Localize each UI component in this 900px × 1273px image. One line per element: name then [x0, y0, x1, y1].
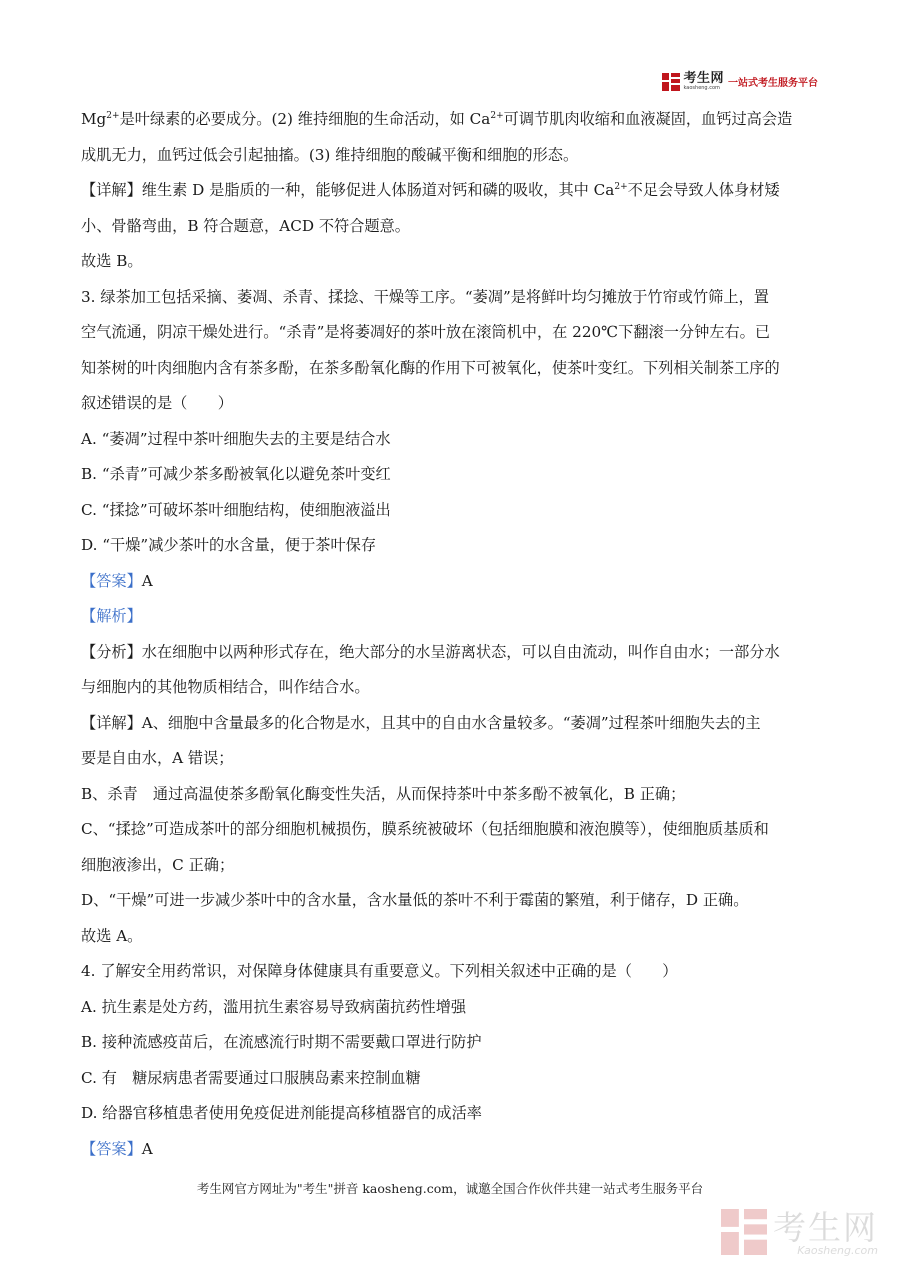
- kaosheng-logo-icon: [662, 73, 680, 91]
- logo-name: 考生网: [683, 71, 724, 86]
- answer-tag: 【答案】: [81, 571, 142, 590]
- analysis-tag: 【解析】: [81, 607, 142, 625]
- detail-line: D、“干燥”可进一步减少茶叶中的含水量，含水量低的茶叶不利于霉菌的繁殖，利于储存，D 正确。: [81, 891, 749, 909]
- detail-line: C、“揉捻”可造成茶叶的部分细胞机械损伤，膜系统被破坏（包括细胞膜和液泡膜等），使细胞质基质和: [81, 820, 769, 838]
- analysis-line: 与细胞内的其他物质相结合，叫作结合水。: [81, 678, 370, 696]
- question-4-option-a: A. 抗生素是处方药，滥用抗生素容易导致病菌抗药性增强: [81, 997, 467, 1016]
- question-3-stem: 叙述错误的是（ ）: [81, 394, 233, 412]
- header-logo: [662, 72, 818, 91]
- detail-line: 要是自由水，A 错误；: [81, 749, 234, 767]
- answer-tag: 【答案】: [81, 1139, 142, 1158]
- analysis-line: 【分析】水在细胞中以两种形式存在，绝大部分的水呈游离状态，可以自由流动，叫作自由水；一部分水: [81, 642, 780, 661]
- watermark: [721, 1209, 878, 1259]
- question-3-option-c: C. “揉捻”可破坏茶叶细胞结构，使细胞液溢出: [81, 500, 391, 519]
- question-3-stem: 空气流通，阴凉干燥处进行。“杀青”是将萎凋好的茶叶放在滚筒机中，在 220℃下翻滚一分钟左右。已: [81, 323, 771, 341]
- text-line: $Mg^{2+}$是叶绿素的必要成分。(2) 维持细胞的生命活动，如 $Ca^{2+}$可调节肌肉收缩和血液凝固，血钙过高会造: [81, 110, 793, 128]
- logo-domain: kaosheng.com: [683, 85, 720, 91]
- question-3-stem: 知茶树的叶肉细胞内含有茶多酚，在茶多酚氧化酶的作用下可被氧化，使茶叶变红。下列相关制茶工序的: [81, 358, 780, 377]
- detail-line: 【详解】维生素 D 是脂质的一种，能够促进人体肠道对钙和磷的吸收，其中 $Ca^{2+}$不足会导致人体身材矮: [81, 181, 780, 199]
- conclusion-line: 故选 A。: [81, 926, 143, 945]
- detail-line: B、杀青 通过高温使茶多酚氧化酶变性失活，从而保持茶叶中茶多酚不被氧化，B 正确；: [81, 784, 686, 803]
- question-3-option-b: B. “杀青”可减少茶多酚被氧化以避免茶叶变红: [81, 465, 391, 483]
- question-4-option-c: C. 有 糖尿病患者需要通过口服胰岛素来控制血糖: [81, 1068, 421, 1087]
- text-line: 成肌无力，血钙过低会引起抽搐。(3) 维持细胞的酸碱平衡和细胞的形态。: [81, 145, 579, 164]
- question-4-answer: 【答案】A: [81, 1139, 153, 1158]
- question-4-stem: 4. 了解安全用药常识，对保障身体健康具有重要意义。下列相关叙述中正确的是（ ）: [81, 962, 678, 980]
- question-3-option-a: A. “萎凋”过程中茶叶细胞失去的主要是结合水: [81, 429, 391, 448]
- detail-line: 【详解】A、细胞中含量最多的化合物是水，且其中的自由水含量较多。“萎凋”过程茶叶细胞失去的主: [81, 713, 761, 732]
- watermark-domain: Kaosheng.com: [797, 1244, 878, 1257]
- conclusion-line: 故选 B。: [81, 252, 143, 270]
- question-4-option-b: B. 接种流感疫苗后，在流感流行时期不需要戴口罩进行防护: [81, 1033, 482, 1051]
- document-body: [81, 102, 821, 1167]
- header-slogan: 一站式考生服务平台: [728, 78, 818, 89]
- kaosheng-watermark-icon: [721, 1209, 767, 1259]
- page-footer: 考生网官方网址为"考生"拼音 kaosheng.com，诚邀全国合作伙伴共建一站式考生服务平台: [196, 1181, 704, 1196]
- question-3-stem: 3. 绿茶加工包括采摘、萎凋、杀青、揉捻、干燥等工序。“萎凋”是将鲜叶均匀摊放于竹帘或竹筛上，置: [81, 287, 769, 306]
- question-3-answer: 【答案】A: [81, 571, 153, 590]
- detail-line: 细胞液渗出，C 正确；: [81, 855, 235, 874]
- watermark-name: 考生网: [773, 1208, 878, 1247]
- text-line: 小、骨骼弯曲，B 符合题意，ACD 不符合题意。: [81, 216, 410, 235]
- question-4-option-d: D. 给器官移植患者使用免疫促进剂能提高移植器官的成活率: [81, 1104, 482, 1122]
- question-3-option-d: D. “干燥”减少茶叶的水含量，便于茶叶保存: [81, 536, 377, 554]
